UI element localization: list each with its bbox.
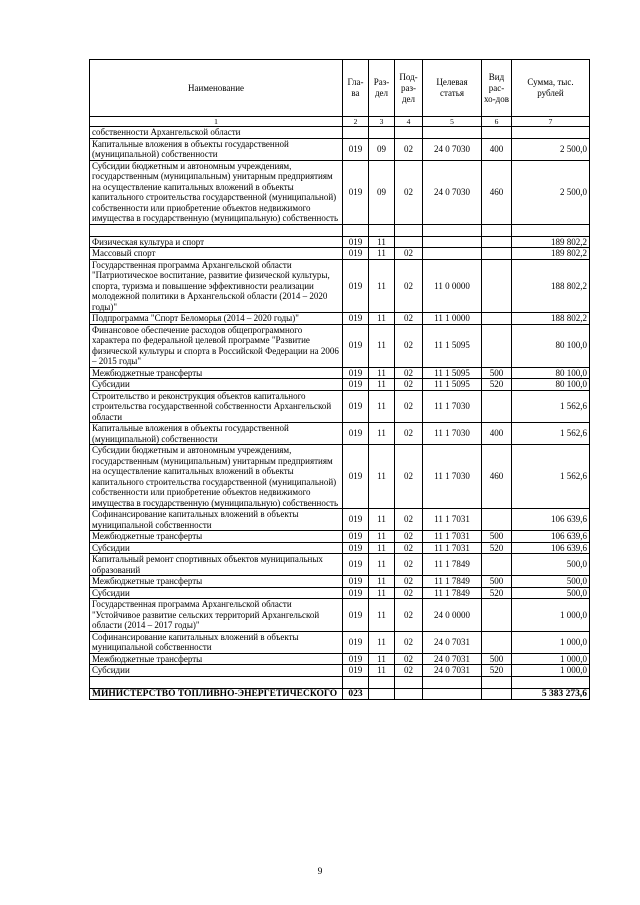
cell-podrazdel: 02 <box>395 542 423 554</box>
cell-name: Межбюджетные трансферты <box>90 367 343 379</box>
cell-name: Государственная программа Архангельской области "Устойчивое развитие сельских территорий Архангельской области (2014 – 2017 годы)" <box>90 599 343 632</box>
cell-glava: 019 <box>343 587 369 599</box>
cell-vid: 500 <box>482 576 512 588</box>
cell-podrazdel: 02 <box>395 379 423 391</box>
cell-vid <box>482 313 512 325</box>
cell-podrazdel: 02 <box>395 324 423 367</box>
col-number: 4 <box>395 117 423 127</box>
cell-glava <box>343 127 369 139</box>
cell-glava <box>343 676 369 688</box>
cell-glava: 019 <box>343 138 369 160</box>
cell-razdel: 11 <box>369 631 395 653</box>
cell-name: Подпрограмма "Спорт Беломорья (2014 – 2020 годы)" <box>90 313 343 325</box>
cell-razdel: 11 <box>369 423 395 445</box>
cell-name: Субсидии бюджетным и автономным учреждениям, государственным (муниципальным) унитарным предприятиям на осуществление капитальных вложений в объекты капитального строительства государственной (муниципальной) собственности или приобретение объектов недвижимого имущества в государственную (муниципальную) собственность <box>90 160 343 224</box>
cell-podrazdel <box>395 676 423 688</box>
cell-glava <box>343 224 369 236</box>
cell-vid: 520 <box>482 379 512 391</box>
cell-vid: 520 <box>482 665 512 677</box>
cell-amount: 500,0 <box>512 554 590 576</box>
cell-amount: 106 639,6 <box>512 531 590 543</box>
cell-podrazdel: 02 <box>395 423 423 445</box>
cell-glava: 019 <box>343 531 369 543</box>
col-number: 5 <box>423 117 482 127</box>
table-row <box>90 367 590 379</box>
cell-razdel: 11 <box>369 367 395 379</box>
cell-glava: 019 <box>343 653 369 665</box>
cell-razdel: 11 <box>369 554 395 576</box>
cell-amount: 1 000,0 <box>512 665 590 677</box>
cell-amount: 1 562,6 <box>512 390 590 423</box>
table-row <box>90 127 590 139</box>
cell-target: 11 1 5095 <box>423 379 482 391</box>
header-glava: Гла-ва <box>343 60 369 117</box>
col-number: 3 <box>369 117 395 127</box>
cell-name: Строительство и реконструкция объектов капитального строительства государственной собственности Архангельской области <box>90 390 343 423</box>
cell-name <box>90 676 343 688</box>
cell-amount: 2 500,0 <box>512 160 590 224</box>
cell-podrazdel: 02 <box>395 248 423 260</box>
cell-amount: 106 639,6 <box>512 542 590 554</box>
cell-target <box>423 127 482 139</box>
table-row <box>90 631 590 653</box>
cell-vid <box>482 259 512 313</box>
cell-target: 11 1 7030 <box>423 445 482 509</box>
cell-amount: 1 000,0 <box>512 653 590 665</box>
page-number: 9 <box>317 867 323 877</box>
table-row <box>90 248 590 260</box>
cell-glava: 019 <box>343 313 369 325</box>
cell-glava: 019 <box>343 390 369 423</box>
cell-amount: 500,0 <box>512 587 590 599</box>
cell-name: Субсидии <box>90 542 343 554</box>
cell-name: Субсидии <box>90 665 343 677</box>
cell-vid <box>482 631 512 653</box>
cell-target: 11 1 5095 <box>423 367 482 379</box>
cell-name: Капитальные вложения в объекты государственной (муниципальной) собственности <box>90 138 343 160</box>
cell-glava: 019 <box>343 367 369 379</box>
cell-podrazdel: 02 <box>395 587 423 599</box>
cell-razdel: 11 <box>369 445 395 509</box>
cell-podrazdel <box>395 224 423 236</box>
cell-name: Межбюджетные трансферты <box>90 653 343 665</box>
cell-vid: 460 <box>482 445 512 509</box>
cell-razdel: 11 <box>369 587 395 599</box>
table-row <box>90 160 590 224</box>
cell-vid: 500 <box>482 367 512 379</box>
cell-razdel: 11 <box>369 324 395 367</box>
col-number: 2 <box>343 117 369 127</box>
cell-glava: 019 <box>343 509 369 531</box>
cell-vid <box>482 509 512 531</box>
cell-vid: 520 <box>482 587 512 599</box>
cell-glava: 019 <box>343 160 369 224</box>
cell-amount: 1 562,6 <box>512 423 590 445</box>
cell-glava: 023 <box>343 688 369 700</box>
table-row <box>90 324 590 367</box>
cell-vid: 460 <box>482 160 512 224</box>
cell-razdel: 11 <box>369 665 395 677</box>
cell-target: 11 1 7849 <box>423 576 482 588</box>
header-razdel: Раз-дел <box>369 60 395 117</box>
table-row <box>90 676 590 688</box>
cell-name: Субсидии бюджетным и автономным учреждениям, государственным (муниципальным) унитарным предприятиям на осуществление капитальных вложений в объекты капитального строительства государственной (муниципальной) собственности или приобретение объектов недвижимого имущества в государственную (муниципальную) собственность <box>90 445 343 509</box>
table-row <box>90 509 590 531</box>
cell-name: Межбюджетные трансферты <box>90 576 343 588</box>
cell-name <box>90 224 343 236</box>
cell-target: 11 1 7031 <box>423 542 482 554</box>
table-row <box>90 445 590 509</box>
cell-target <box>423 688 482 700</box>
cell-vid <box>482 236 512 248</box>
cell-glava: 019 <box>343 665 369 677</box>
cell-razdel: 11 <box>369 542 395 554</box>
cell-target <box>423 236 482 248</box>
cell-target <box>423 224 482 236</box>
header-target: Целевая статья <box>423 60 482 117</box>
table-row <box>90 542 590 554</box>
col-number: 1 <box>90 117 343 127</box>
cell-podrazdel: 02 <box>395 160 423 224</box>
cell-razdel: 11 <box>369 379 395 391</box>
table-row <box>90 576 590 588</box>
cell-podrazdel: 02 <box>395 313 423 325</box>
cell-target: 11 1 0000 <box>423 313 482 325</box>
cell-vid <box>482 554 512 576</box>
cell-name: МИНИСТЕРСТВО ТОПЛИВНО-ЭНЕРГЕТИЧЕСКОГО <box>90 688 343 700</box>
cell-amount: 80 100,0 <box>512 379 590 391</box>
cell-vid: 520 <box>482 542 512 554</box>
cell-podrazdel: 02 <box>395 509 423 531</box>
table-row <box>90 224 590 236</box>
cell-podrazdel: 02 <box>395 390 423 423</box>
cell-podrazdel: 02 <box>395 445 423 509</box>
cell-target: 11 1 7031 <box>423 509 482 531</box>
cell-razdel: 11 <box>369 259 395 313</box>
cell-podrazdel: 02 <box>395 138 423 160</box>
cell-glava: 019 <box>343 259 369 313</box>
cell-razdel: 11 <box>369 390 395 423</box>
cell-podrazdel <box>395 127 423 139</box>
cell-amount: 1 562,6 <box>512 445 590 509</box>
cell-name: Физическая культура и спорт <box>90 236 343 248</box>
cell-vid: 400 <box>482 423 512 445</box>
cell-razdel: 09 <box>369 138 395 160</box>
cell-name: Субсидии <box>90 587 343 599</box>
cell-amount: 80 100,0 <box>512 324 590 367</box>
cell-amount: 106 639,6 <box>512 509 590 531</box>
table-row <box>90 259 590 313</box>
budget-table <box>89 59 590 700</box>
cell-glava: 019 <box>343 324 369 367</box>
cell-vid <box>482 676 512 688</box>
cell-glava: 019 <box>343 236 369 248</box>
cell-podrazdel: 02 <box>395 576 423 588</box>
cell-vid <box>482 599 512 632</box>
table-row <box>90 587 590 599</box>
cell-glava: 019 <box>343 631 369 653</box>
cell-podrazdel: 02 <box>395 531 423 543</box>
cell-name: Государственная программа Архангельской области "Патриотическое воспитание, развитие физической культуры, спорта, туризма и повышение эффективности реализации молодежной политики в Архангельской области (2014 – 2020 годы)" <box>90 259 343 313</box>
cell-target: 11 1 7031 <box>423 531 482 543</box>
cell-name: Софинансирование капитальных вложений в объекты муниципальной собственности <box>90 631 343 653</box>
cell-amount <box>512 127 590 139</box>
cell-amount <box>512 676 590 688</box>
cell-target: 11 1 7030 <box>423 390 482 423</box>
cell-target: 24 0 7030 <box>423 138 482 160</box>
header-name: Наименование <box>90 60 343 117</box>
cell-name: Финансовое обеспечение расходов общепрограммного характера по федеральной целевой программе "Развитие физической культуры и спорта в Российской Федерации на 2006 – 2015 годы" <box>90 324 343 367</box>
header-vid: Вид рас-хо-дов <box>482 60 512 117</box>
column-number-row <box>90 117 590 127</box>
cell-podrazdel: 02 <box>395 259 423 313</box>
cell-glava: 019 <box>343 576 369 588</box>
cell-razdel: 11 <box>369 248 395 260</box>
table-row <box>90 665 590 677</box>
table-row <box>90 313 590 325</box>
table-row <box>90 390 590 423</box>
cell-podrazdel: 02 <box>395 631 423 653</box>
cell-glava: 019 <box>343 445 369 509</box>
cell-vid <box>482 688 512 700</box>
cell-target: 11 1 7030 <box>423 423 482 445</box>
cell-podrazdel <box>395 236 423 248</box>
cell-target <box>423 248 482 260</box>
cell-amount: 189 802,2 <box>512 236 590 248</box>
cell-razdel: 11 <box>369 236 395 248</box>
cell-amount: 189 802,2 <box>512 248 590 260</box>
cell-amount: 2 500,0 <box>512 138 590 160</box>
cell-amount: 188 802,2 <box>512 313 590 325</box>
cell-razdel <box>369 676 395 688</box>
table-row <box>90 138 590 160</box>
table-header-row <box>90 60 590 117</box>
cell-amount: 80 100,0 <box>512 367 590 379</box>
cell-podrazdel: 02 <box>395 367 423 379</box>
cell-glava: 019 <box>343 423 369 445</box>
cell-glava: 019 <box>343 554 369 576</box>
cell-razdel <box>369 688 395 700</box>
cell-razdel: 11 <box>369 576 395 588</box>
table-row <box>90 653 590 665</box>
cell-amount <box>512 224 590 236</box>
cell-razdel: 11 <box>369 653 395 665</box>
cell-amount: 5 383 273,6 <box>512 688 590 700</box>
cell-glava: 019 <box>343 379 369 391</box>
cell-vid <box>482 324 512 367</box>
table-row <box>90 531 590 543</box>
cell-podrazdel <box>395 688 423 700</box>
cell-vid <box>482 390 512 423</box>
cell-razdel: 11 <box>369 509 395 531</box>
cell-name: Капитальные вложения в объекты государственной (муниципальной) собственности <box>90 423 343 445</box>
table-row <box>90 423 590 445</box>
cell-target: 11 1 7849 <box>423 554 482 576</box>
header-podrazdel: Под-раз-дел <box>395 60 423 117</box>
cell-target <box>423 676 482 688</box>
cell-target: 11 1 5095 <box>423 324 482 367</box>
table-row <box>90 599 590 632</box>
cell-vid: 500 <box>482 653 512 665</box>
table-body <box>90 127 590 700</box>
cell-target: 24 0 7030 <box>423 160 482 224</box>
cell-razdel: 11 <box>369 531 395 543</box>
table-row <box>90 379 590 391</box>
col-number: 6 <box>482 117 512 127</box>
cell-amount: 1 000,0 <box>512 599 590 632</box>
cell-target: 24 0 7031 <box>423 631 482 653</box>
cell-amount: 1 000,0 <box>512 631 590 653</box>
cell-podrazdel: 02 <box>395 554 423 576</box>
cell-podrazdel: 02 <box>395 653 423 665</box>
cell-razdel: 09 <box>369 160 395 224</box>
cell-vid <box>482 248 512 260</box>
cell-name: Межбюджетные трансферты <box>90 531 343 543</box>
table-row <box>90 554 590 576</box>
cell-podrazdel: 02 <box>395 665 423 677</box>
col-number: 7 <box>512 117 590 127</box>
table-row <box>90 688 590 700</box>
cell-target: 24 0 0000 <box>423 599 482 632</box>
cell-glava: 019 <box>343 599 369 632</box>
cell-vid: 400 <box>482 138 512 160</box>
cell-podrazdel: 02 <box>395 599 423 632</box>
cell-target: 11 0 0000 <box>423 259 482 313</box>
cell-vid <box>482 127 512 139</box>
cell-razdel: 11 <box>369 313 395 325</box>
cell-razdel <box>369 127 395 139</box>
cell-razdel: 11 <box>369 599 395 632</box>
cell-razdel <box>369 224 395 236</box>
cell-glava: 019 <box>343 542 369 554</box>
cell-amount: 188 802,2 <box>512 259 590 313</box>
cell-target: 24 0 7031 <box>423 653 482 665</box>
cell-name: собственности Архангельской области <box>90 127 343 139</box>
cell-amount: 500,0 <box>512 576 590 588</box>
cell-vid <box>482 224 512 236</box>
table-row <box>90 236 590 248</box>
cell-vid: 500 <box>482 531 512 543</box>
cell-glava: 019 <box>343 248 369 260</box>
cell-name: Субсидии <box>90 379 343 391</box>
cell-name: Капитальный ремонт спортивных объектов муниципальных образований <box>90 554 343 576</box>
cell-name: Массовый спорт <box>90 248 343 260</box>
cell-name: Софинансирование капитальных вложений в объекты муниципальной собственности <box>90 509 343 531</box>
cell-target: 24 0 7031 <box>423 665 482 677</box>
cell-target: 11 1 7849 <box>423 587 482 599</box>
header-sum: Сумма, тыс. рублей <box>512 60 590 117</box>
